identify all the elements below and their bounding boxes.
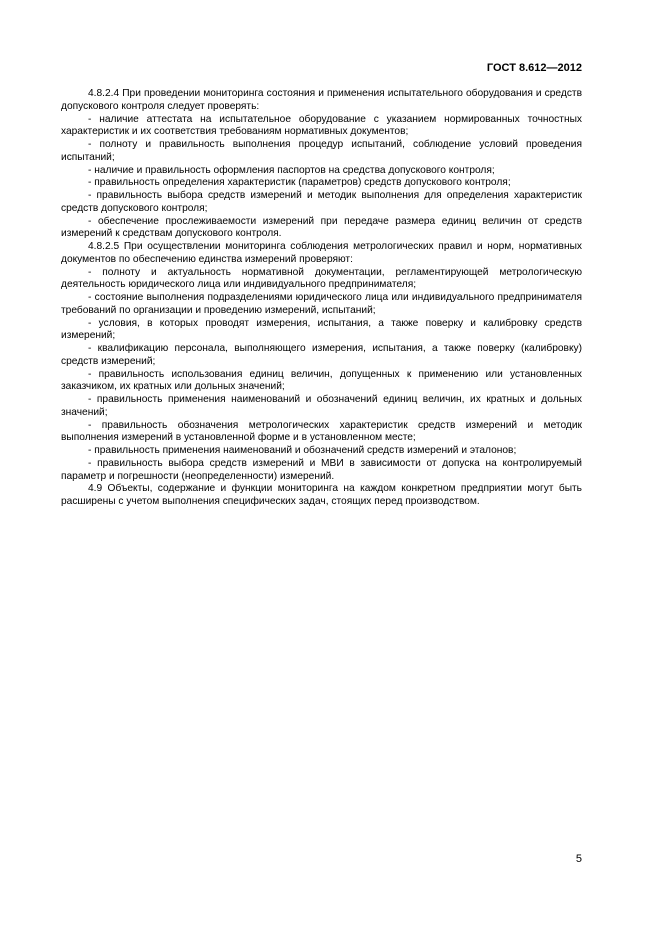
list-item: - наличие и правильность оформления паспортов на средства допускового контроля; <box>88 164 495 176</box>
list-item: - правильность выбора средств измерений и МВИ в зависимости от допуска на контролируемый параметр и погрешности (неопределенности) измерений. <box>61 457 582 482</box>
list-item: - наличие аттестата на испытательное оборудование с указанием нормированных точностных характеристик и их соответствия требованиям нормативных документов; <box>61 113 582 138</box>
list-item: - правильность выбора средств измерений и методик выполнения для определения характеристик средств допускового контроля; <box>61 190 582 214</box>
list-item: - правильность обозначения метрологических характеристик средств измерений и методик выполнения измерений в установленной форме и в установленном месте; <box>61 419 582 444</box>
document-code: ГОСТ 8.612—2012 <box>486 62 582 74</box>
list-item: - правильность применения наименований и обозначений единиц величин, их кратных и дольных значений; <box>61 394 582 418</box>
list-item: - полноту и актуальность нормативной документации, регламентирующей метрологическую деятельность юридического лица или индивидуального предпринимателя; <box>61 266 582 291</box>
list-item: - обеспечение прослеживаемости измерений при передаче размера единиц величин от средств измерений к средствам допускового контроля. <box>61 215 582 240</box>
list-item: - состояние выполнения подразделениями юридического лица или индивидуального предпринимателя требований по организации и проведению измерений, испытаний; <box>61 292 582 316</box>
list-item: - полноту и правильность выполнения процедур испытаний, соблюдение условий проведения испытаний; <box>61 139 582 163</box>
page-number: 5 <box>575 853 582 865</box>
document-body <box>61 88 582 509</box>
list-item: - правильность использования единиц величин, допущенных к применению или установленных заказчиком, их кратных или дольных значений; <box>61 368 582 393</box>
paragraph-4-8-2-4: 4.8.2.4 При проведении мониторинга состояния и применения испытательного оборудования и средств допускового контроля следует проверять: <box>61 88 582 112</box>
list-item: - условия, в которых проводят измерения, испытания, а также поверку и калибровку средств измерений; <box>61 317 582 342</box>
list-item: - правильность применения наименований и обозначений средств измерений и эталонов; <box>88 445 517 456</box>
paragraph-4-9: 4.9 Объекты, содержание и функции мониторинга на каждом конкретном предприятии могут быть расширены с учетом выполнения специфических задач, стоящих перед производством. <box>61 483 582 507</box>
list-item: - квалификацию персонала, выполняющего измерения, испытания, а также поверку (калибровку) средств измерений; <box>61 343 582 367</box>
list-item: - правильность определения характеристик (параметров) средств допускового контроля; <box>88 177 511 189</box>
paragraph-4-8-2-5: 4.8.2.5 При осуществлении мониторинга соблюдения метрологических правил и норм, нормативных документов по обеспечению единства измерений проверяют: <box>61 241 582 265</box>
